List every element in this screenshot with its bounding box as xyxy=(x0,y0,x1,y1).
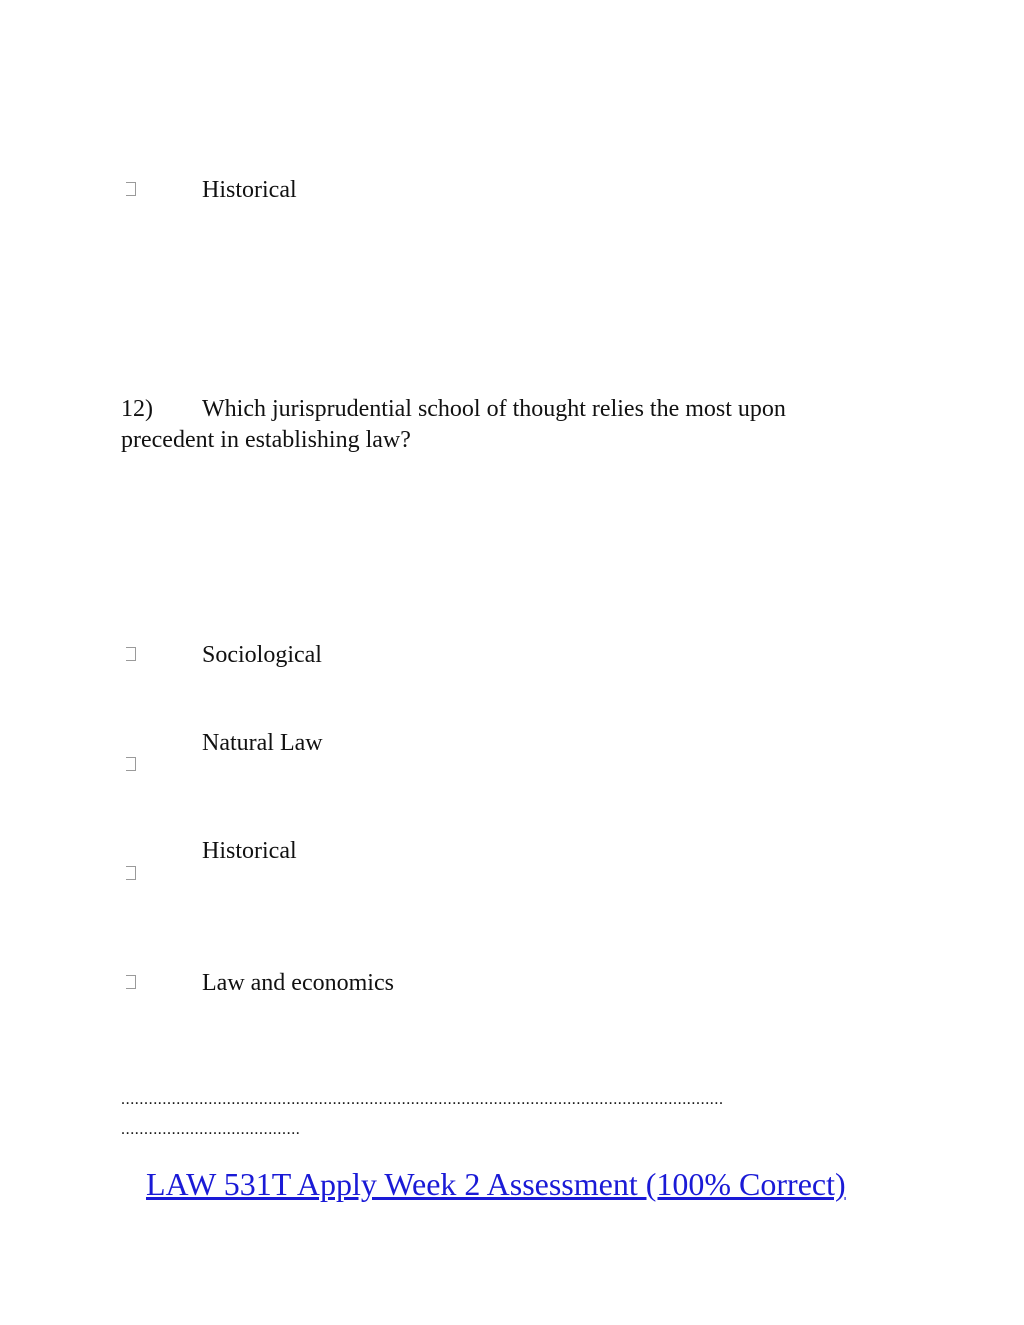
option-label: Law and economics xyxy=(202,970,394,996)
checkbox-icon[interactable] xyxy=(126,182,136,196)
option-label: Sociological xyxy=(202,642,322,668)
option-label: Historical xyxy=(202,177,297,203)
checkbox-icon[interactable] xyxy=(126,975,136,989)
dotted-separator-line-2: ....................................... xyxy=(121,1121,301,1138)
dotted-separator-line-1: ................................................................................................................................... xyxy=(121,1091,724,1108)
question-text-line-2: precedent in establishing law? xyxy=(121,427,411,453)
checkbox-icon[interactable] xyxy=(126,866,136,880)
option-label: Historical xyxy=(202,838,297,864)
assessment-link[interactable]: LAW 531T Apply Week 2 Assessment (100% Correct) xyxy=(146,1166,846,1202)
question-number: 12) xyxy=(121,396,153,422)
option-label: Natural Law xyxy=(202,730,323,756)
checkbox-icon[interactable] xyxy=(126,647,136,661)
question-text-line-1: Which jurisprudential school of thought relies the most upon xyxy=(202,396,786,422)
checkbox-icon[interactable] xyxy=(126,757,136,771)
